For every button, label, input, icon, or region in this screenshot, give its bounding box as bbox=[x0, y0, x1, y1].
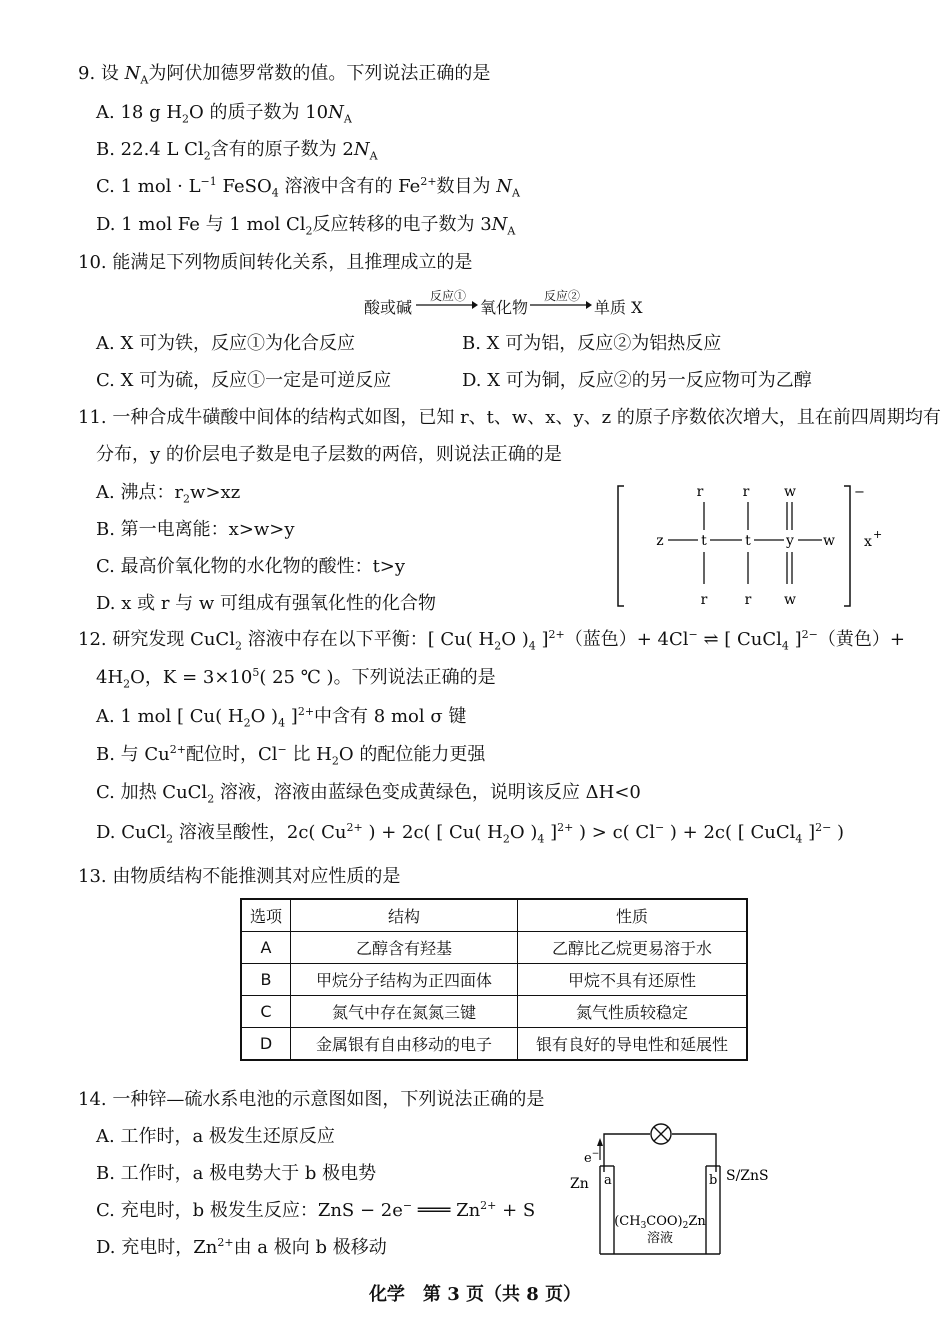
q12-option-b[interactable]: B. 与 $Cu^{2+}$配位时，Cl− 比 $H_2O$ 的配位能力更强 bbox=[96, 743, 486, 768]
q10-option-c[interactable]: C. X 可为硫，反应①一定是可逆反应 bbox=[96, 370, 392, 391]
q11-option-d[interactable]: D. x 或 r 与 w 可组成有强氧化性的化合物 bbox=[96, 593, 437, 614]
table-cell: 氮气中存在氮氮三键 bbox=[291, 996, 518, 1028]
counter-ion-x: x bbox=[864, 534, 872, 550]
q9-option-d[interactable]: D. 1 mol Fe 与 1 mol $Cl_2$反应转移的电子数为 $3N_A$ bbox=[96, 214, 516, 238]
table-cell: C bbox=[241, 996, 291, 1028]
q10-option-d[interactable]: D. X 可为铜，反应②的另一反应物可为乙醇 bbox=[462, 370, 812, 391]
table-header-row bbox=[241, 899, 747, 932]
q11-stem-line2: 分布，y 的价层电子数是电子层数的两倍，则说法正确的是 bbox=[96, 444, 562, 465]
table-row bbox=[241, 964, 747, 996]
table-cell: 金属银有自由移动的电子 bbox=[291, 1028, 518, 1061]
q11-structure-diagram bbox=[612, 478, 884, 614]
charge-plus: + bbox=[873, 528, 883, 541]
table-cell: 乙醇比乙烷更易溶于水 bbox=[518, 932, 748, 964]
q12-stem-line2: $4H_2O$，$K = 3\times 10^5$( 25 ℃ )。下列说法正确的是 bbox=[96, 666, 496, 691]
arrow-right-icon bbox=[530, 300, 592, 310]
atom-r: r bbox=[742, 484, 750, 500]
q9-stem: 9. 设 $N_A$为阿伏加德罗常数的值。下列说法正确的是 bbox=[78, 63, 491, 87]
bulb-icon bbox=[651, 1124, 671, 1144]
atom-r: r bbox=[696, 484, 704, 500]
atom-z: z bbox=[656, 533, 664, 549]
table-cell: D bbox=[241, 1028, 291, 1061]
arrow-right-icon bbox=[416, 300, 478, 310]
table-cell: 甲烷不具有还原性 bbox=[518, 964, 748, 996]
q11-option-c[interactable]: C. 最高价氧化物的水化物的酸性：t>y bbox=[96, 556, 406, 577]
charge-minus: − bbox=[854, 485, 865, 500]
table-cell: B bbox=[241, 964, 291, 996]
page-footer: 化学 第 3 页（共 8 页） bbox=[368, 1284, 582, 1305]
q11-stem-line1: 11. 一种合成牛磺酸中间体的结构式如图，已知 r、t、w、x、y、z 的原子序数依次增大，且在前四周期均有 bbox=[78, 407, 941, 428]
q9-option-c[interactable]: C. 1 mol · $L^{-1}$ FeSO$_4$ 溶液中含有的 $Fe^{2+}$数目为 $N_A$ bbox=[96, 175, 520, 200]
q9-option-a[interactable]: A. 18 g $H_2O$ 的质子数为 $10N_A$ bbox=[96, 102, 352, 126]
table-cell: 乙醇含有羟基 bbox=[291, 932, 518, 964]
q12-option-a[interactable]: A. 1 mol [ Cu( $H_2O$ )$_4$ ]$^{2+}$中含有 8 mol σ 键 bbox=[96, 705, 467, 730]
table-row bbox=[241, 932, 747, 964]
table-header-cell: 性质 bbox=[518, 899, 748, 932]
q10-option-a[interactable]: A. X 可为铁，反应①为化合反应 bbox=[96, 333, 355, 354]
q9-option-b[interactable]: B. 22.4 L $Cl_2$含有的原子数为 $2N_A$ bbox=[96, 139, 378, 163]
electrolyte-formula: $(CH_3COO)_2Zn$ bbox=[614, 1214, 706, 1231]
atom-w: w bbox=[784, 592, 796, 608]
q12-option-c[interactable]: C. 加热 CuCl$_2$ 溶液，溶液由蓝绿色变成黄绿色，说明该反应 ΔH<0 bbox=[96, 782, 641, 806]
q11-option-b[interactable]: B. 第一电离能：x>w>y bbox=[96, 519, 295, 540]
atom-t: t bbox=[745, 533, 751, 549]
cathode-label: S/ZnS bbox=[726, 1168, 769, 1184]
q14-option-b[interactable]: B. 工作时，a 极电势大于 b 极电势 bbox=[96, 1163, 377, 1184]
table-cell: 银有良好的导电性和延展性 bbox=[518, 1028, 748, 1061]
q14-option-a[interactable]: A. 工作时，a 极发生还原反应 bbox=[96, 1126, 335, 1147]
atom-t: t bbox=[701, 533, 707, 549]
q10-scheme: 酸或碱 反应① 氧化物 反应② 单质 X bbox=[364, 289, 643, 317]
table-row bbox=[241, 996, 747, 1028]
zinc-label: Zn bbox=[570, 1176, 589, 1192]
q10-stem: 10. 能满足下列物质间转化关系，且推理成立的是 bbox=[78, 252, 473, 273]
atom-r: r bbox=[700, 592, 708, 608]
table-header-cell: 选项 bbox=[241, 899, 291, 932]
q13-table bbox=[240, 898, 748, 1061]
q12-option-d[interactable]: D. CuCl$_2$ 溶液呈酸性，2c( $Cu^{2+}$ ) + 2c( [ Cu( $H_2O$ )$_4$ ]$^{2+}$ ) > c( Cl− ) + 2c( [ CuCl$_4$ ]$^{2-}$ ) bbox=[96, 821, 845, 846]
atom-r: r bbox=[744, 592, 752, 608]
q14-option-d[interactable]: D. 充电时，$Zn^{2+}$由 a 极向 b 极移动 bbox=[96, 1236, 387, 1258]
q14-option-c[interactable]: C. 充电时，b 极发生反应：ZnS − 2e− ═══ $Zn^{2+} + S$ bbox=[96, 1199, 536, 1221]
q10-option-b[interactable]: B. X 可为铝，反应②为铝热反应 bbox=[462, 333, 722, 354]
table-cell: 甲烷分子结构为正四面体 bbox=[291, 964, 518, 996]
atom-w: w bbox=[784, 484, 796, 500]
electron-label: e− bbox=[584, 1149, 600, 1166]
q14-battery-diagram bbox=[566, 1120, 786, 1260]
table-header-cell: 结构 bbox=[291, 899, 518, 932]
table-cell: A bbox=[241, 932, 291, 964]
table-cell: 氮气性质较稳定 bbox=[518, 996, 748, 1028]
atom-w: w bbox=[823, 533, 835, 549]
electrode-a-label: a bbox=[604, 1173, 612, 1188]
q11-option-a[interactable]: A. 沸点：$r_2w>xz$ bbox=[96, 482, 241, 506]
q12-stem-line1: 12. 研究发现 CuCl$_2$ 溶液中存在以下平衡：[ Cu( $H_2O$ )$_4$ ]$^{2+}$（蓝色）+ 4Cl− ⇌ [ CuCl$_4$ ]$^{2-}$（黄色）+ bbox=[78, 628, 905, 653]
q14-stem: 14. 一种锌—硫水系电池的示意图如图，下列说法正确的是 bbox=[78, 1089, 545, 1110]
electrolyte-label: 溶液 bbox=[646, 1231, 674, 1246]
atom-y: y bbox=[786, 533, 794, 549]
electrode-b-label: b bbox=[709, 1173, 718, 1188]
q13-stem: 13. 由物质结构不能推测其对应性质的是 bbox=[78, 866, 401, 887]
table-row bbox=[241, 1028, 747, 1061]
